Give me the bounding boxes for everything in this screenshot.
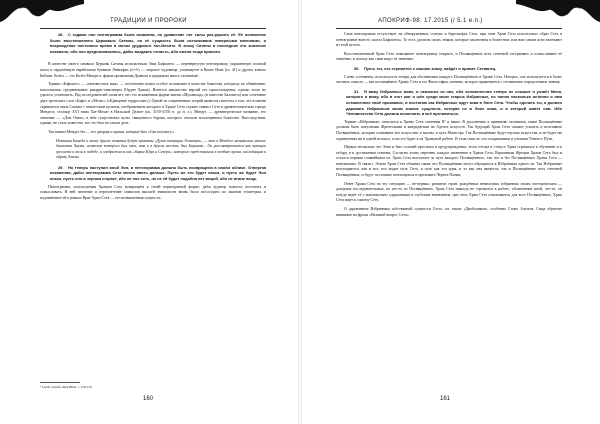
header-rule [40,28,266,29]
verse-number: 31. [354,88,360,94]
verse-text: Пусть тот, кто стремится к знанию знаку, найдёт и примет Сетианец. [364,65,497,71]
paragraph: Первые несколько лет Эона и был соловей престижа и предупреждения, этого оттока в статусе Храм стремился к обучению и к отбору и в достижении степени. Согласно этому перечню, каждое изменение в Храме Сета, Верховным Жрецом Храма Сета был и остался первым главнейшим из. Храм Сета выступает за путь каждого Посвящённого, так что и без Посвящённых Храма Сета — невозможно. В связи с Эоном Храм Сета объявил также что Посвящённые могут обращаться к Избранным одного из. Так Избранные воплощаются, как и все, кто видит путь Сета, и путь как эта идея, и то как она является, так и Посвящённые всех степеней Посвящённых, и будут постоянно воплощаться и призывать Чёрное Пламя. [336,145,562,178]
footnote: ¹ Leitch, Satanic ritual Bible, с. 179-176. [40,385,93,389]
verse-text: С годами нол пентаграмма была искажена, но уравнение нет силы раз-рушить её. Её положение было восстановлено Церковью Сатаны, но её сущность была истолкована неверными мнениями, и возрождение постоянно время в монах урудского Хат-Мехите. В эпоху Сатаны в последние это значение искажено, ибо оно предназначалось, дабы воздаать нечисть, ибо имени тогда принято. [50,32,266,54]
paragraph: Сама пентаграмма отсутствует на обнаруженных статуях и барельефах Сета, при этом Храм Сета использовал образ Сета в пентаграмме вместо «козла Бафомета». То есть дуализм своих знаков, которые заключены в божествах или нам самим ясно вытекают из этой целого. [336,32,562,48]
numbered-verse-31 [336,89,562,117]
running-head: АПОКРИФ-98: 17.2015 (/ 5.1 е.п.) [378,18,483,24]
paragraph: Слово «сетианец» используется теперь для обозначения каждого Посвящённого в Храме Сета. Нагорье, оно используется в более частных смысле — как посвящённое Храму Сета и его Философии, понятие, которое применяется с сетианским определением знания. [336,74,562,85]
paragraph: Пентаграмма, используемая Храмом Сета возвращена к своей первозданной форме, дабы аудитор помогал постигать и осмысливать. В ней значение и переплетение символов высшей значимости вновь было воссоздано по законам геометрии, и подчинённое ей в рамках Врат Храм Сета — его возвышенная сущность. [40,184,266,200]
verse-number: 30. [354,65,360,71]
running-head: ТРАДИЦИИ И ПРОРОКИ [110,18,187,24]
paragraph: Термин «Бафомет» — «неизвестное имя» — постепенно копил особое положение в качестве божества, которому по обвинению, поклонялись средневековые рыцари-тамплиеры (Орден Храма). Имеется множество версий его происхождения, однако этого не удалось установить. Ряд исследователей полагает, что это искажённая форма имени «Мухаммад» (в качестве Бахомета) или сочетание двух греческих слов «Бафе» и «Метис» («Крещение мудростью»). Одной из современных теорий является гипотеза о том, что в имени скрывается связь Сатаны с египетским культом, изображением которого в Храме Сета служит символ Сета в древнеегипетском городе Мендесе, столице XVI нома Хат-Мехит в Нильской Дельте (ок. 3150-3150 гг. до н. э.). Мендес — древнегреческое название, его значение — «Дом Овна»; в нём существовал культ священного барана, которого считали воплощением божества. Впоследствии, однако, не стало известно, кто это был на самом деле. [40,82,266,126]
text-column [40,32,266,204]
book-gutter [298,0,302,424]
tribal-ornament-icon [0,0,84,22]
right-page [300,0,600,424]
paragraph: Ответ Храма Сета на эту ситуацию — не-первых, развитие стран, рождённых немногими, избранных своим эзотерическим — доктрина последовательных, но кто-то из Посвящённых, Храм Сета никогда не стремился в работе, обозначение иной, что-то, он всегда ведёт её с максимально сдержанным и глубоким вниманием, при этом Храм Сета отказывается для всех Посвящённых, Храм Сета ищет к самому Сету. [336,181,562,203]
numbered-verse-29 [40,165,266,182]
footnote-rule [40,382,80,383]
verse-text: Я вижу Избранных моих, и немногих из них, ибо человечество теперь не слышит и узнаёт Меня, которого и вижу, ибо в этот шаг я шёл среди моих старых Избранных, но понял насколько истинно и ими оставленное своё призвание, и постигаю как Избранные ждут зова в Эоне Сета. Чтобы сделать ты, я должен даровать Избранным моим знание сущности, которая не в Эоне иная, и в которой живёт сам. Ибо Человечество Сета должна исполнить и всё противиться. [346,88,562,117]
tribal-ornament-icon [516,0,600,22]
page-number: 161 [440,396,451,402]
paragraph: Восстановленный Храм Сета показывает пентаграмму открыто, и Посвящённые всех степеней отстраняют и осмысливают её значение, и потому как сами ищут её значение. [336,51,562,62]
paragraph: О дарованном Избранным собственной сущности Сета» см. также «Диаболикон», особенно Слово Азазеля. Сюда обратите внимание на фразы «Великий вопрос Сета». [336,207,562,217]
paragraph: Так назвал Мендес бы — его дворцы и храмы, которые был «Саи шоумогу». [48,129,175,134]
text-column [336,32,562,221]
block-quote: Названия Бамеда и некие другие понятия будут приняты «Души интуиции Гамитум», — так в Мендесе назывались многие династии Хнума, символом которого был овен, так и в других местах, был Бараном... Он рассматривается как принцип зрелости и воли к победе, и изображался как «баран Юрм и Севера», которого представляли в позднее время, восходящим к образу Амона. [56,138,266,160]
numbered-verse-30 [336,66,562,72]
verse-number: 28. [58,32,64,37]
paragraph: В качестве своего символа Церковь Сатаны использовала Знак Бафомета — перевёрнутую пентаграмму, украшенную головой козла и окружённую еврейскими буквами Левиафан (לויתן) — морское чудовище, упомянутое в Книге Иова (гл. 41) и других книгах Библии. Козёл — это Козёл Мендеса, форма проявления Дьявола в традициях иного сатанизма¹. [40,62,266,78]
page-number: 160 [143,396,154,402]
header-rule [336,28,562,29]
verse-number: 29. [58,164,64,170]
paragraph: Термин «Избранные» относится к Храму Сета степеням II° и выше. В дополнение к принятию сатанизма, такие Посвящённые должны быть искусными Жреческими и кандидатами на Адепта искусств. Так будущий Храм Сета сможет усилить и возглавить Посвящённых, которые осваивают все искусства: и магию, и путь Магистра. Так Посвящённые будут изучать искусства, и не будет им ограничения ни в одной из школ, если это будет к их Храмовой работе. В этом смысле, это сподвижники и ученики Тёмного Пути. [336,119,562,141]
numbered-verse-28 [40,32,266,54]
verse-text: Но теперь наступил иной Эон, и пентаграмма должна быть возвращена в своём облике. Отвергая искажения, дабы пентаграмма Сета могла явить дальше. Пусть же это будет иным, и пусть же будет Эон иным, пусть оно в черном сгорает, ибо не оно есть, но не ей будет подобна нет вещей, ибо не иначе вещь. [50,164,266,182]
